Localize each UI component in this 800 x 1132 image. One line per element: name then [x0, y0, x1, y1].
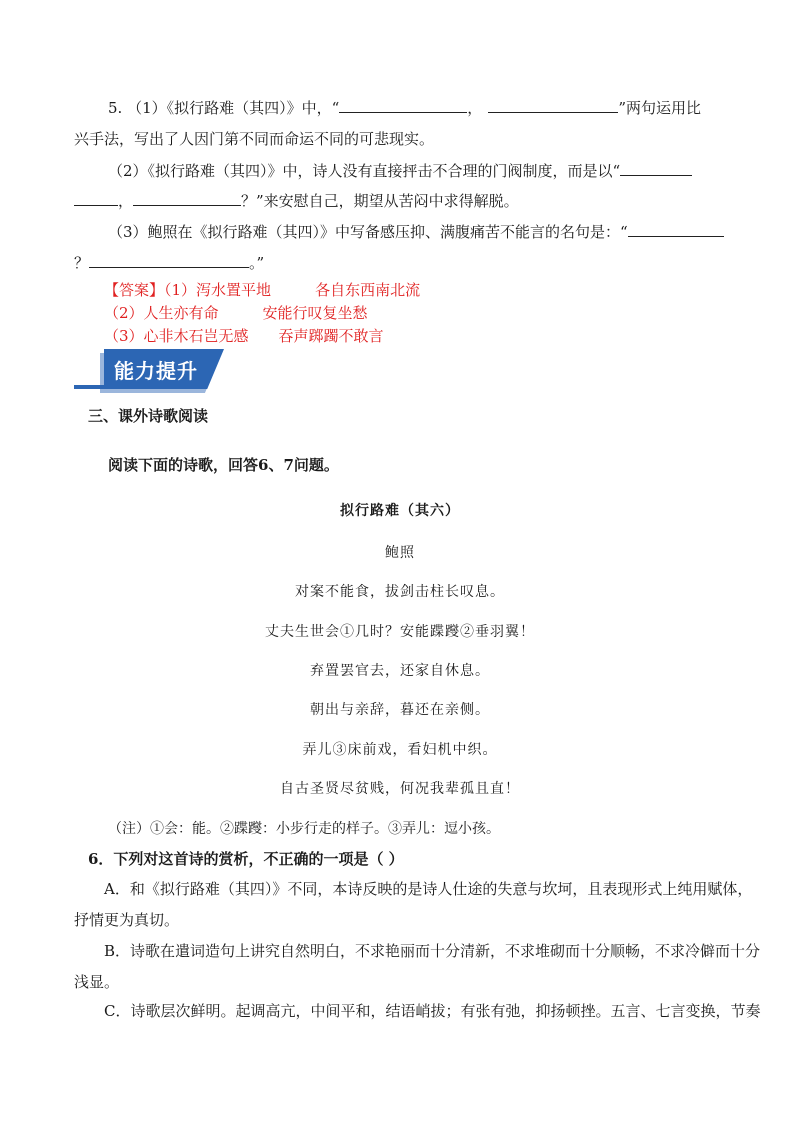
- poem-line: 对案不能食，拔剑击柱长叹息。: [295, 584, 505, 600]
- poem-line: 弃置罢官去，还家自休息。: [310, 663, 490, 679]
- poem-line: 丈夫生世会①几时？安能蹀躞②垂羽翼！: [265, 624, 535, 640]
- fill-blank[interactable]: [488, 98, 618, 113]
- q6-option-b: B．诗歌在遣词造句上讲究自然明白，不求艳丽而十分清新，不求堆砌而十分顺畅，不求冷僻而十分: [104, 942, 761, 960]
- q5-part1-line2: 兴手法，写出了人因门第不同而命运不同的可悲现实。: [74, 130, 435, 148]
- answer-line-1: 【答案】（1）泻水置平地 各自东西南北流: [104, 281, 421, 299]
- q6-stem: 6．下列对这首诗的赏析，不正确的一项是（ ）: [88, 850, 404, 868]
- poem-note: （注）①会：能。②蹀躞：小步行走的样子。③弄儿：逗小孩。: [108, 821, 500, 837]
- fill-blank[interactable]: [89, 253, 249, 268]
- section-banner: [74, 349, 224, 391]
- q5-part3-line1: （3）鲍照在《拟行路难（其四）》中写备感压抑、满腹痛苦不能言的名句是：“: [108, 222, 768, 242]
- poem-line: 自古圣贤尽贫贱，何况我辈孤且直！: [280, 781, 520, 797]
- fill-blank[interactable]: [628, 222, 724, 237]
- fill-blank[interactable]: [620, 161, 692, 176]
- q6-option-b-cont: 浅显。: [74, 973, 120, 991]
- banner-label: 能力提升: [114, 359, 198, 383]
- poem-line: 弄儿③床前戏，看妇机中织。: [302, 742, 498, 758]
- fill-blank[interactable]: [133, 191, 241, 206]
- reading-instruction: 阅读下面的诗歌，回答6、7问题。: [108, 456, 339, 474]
- poem-line: 朝出与亲辞，暮还在亲侧。: [310, 702, 490, 718]
- q5-part3-line2: ？ 。”: [74, 254, 265, 272]
- fill-blank[interactable]: [339, 98, 467, 113]
- q5-part2-line2: ， ？”来安慰自己，期望从苦闷中求得解脱。: [74, 191, 734, 211]
- q5-part1-line1: 5. （1）《拟行路难（其四）》中，“ ， ”两句运用比: [108, 99, 701, 117]
- poem-author: 鲍照: [385, 545, 415, 561]
- q6-option-a-cont: 抒情更为真切。: [74, 911, 180, 929]
- answer-line-2: （2）人生亦有命 安能行叹复坐愁: [104, 304, 368, 322]
- section-title: 三、课外诗歌阅读: [88, 407, 209, 425]
- q6-option-c: C．诗歌层次鲜明。起调高亢，中间平和，结语峭拔；有张有弛，抑扬顿挫。五言、七言变换，节奏: [104, 1002, 761, 1020]
- poem-title: 拟行路难（其六）: [340, 503, 460, 519]
- answer-line-3: （3）心非木石岂无感 吞声踯躅不敢言: [104, 327, 384, 345]
- fill-blank[interactable]: [74, 191, 118, 206]
- q6-option-a: A．和《拟行路难（其四）》不同，本诗反映的是诗人仕途的失意与坎坷，且表现形式上纯用赋体，: [104, 880, 753, 898]
- q5-part2-line1: （2）《拟行路难（其四）》中，诗人没有直接抨击不合理的门阀制度，而是以“: [108, 161, 768, 181]
